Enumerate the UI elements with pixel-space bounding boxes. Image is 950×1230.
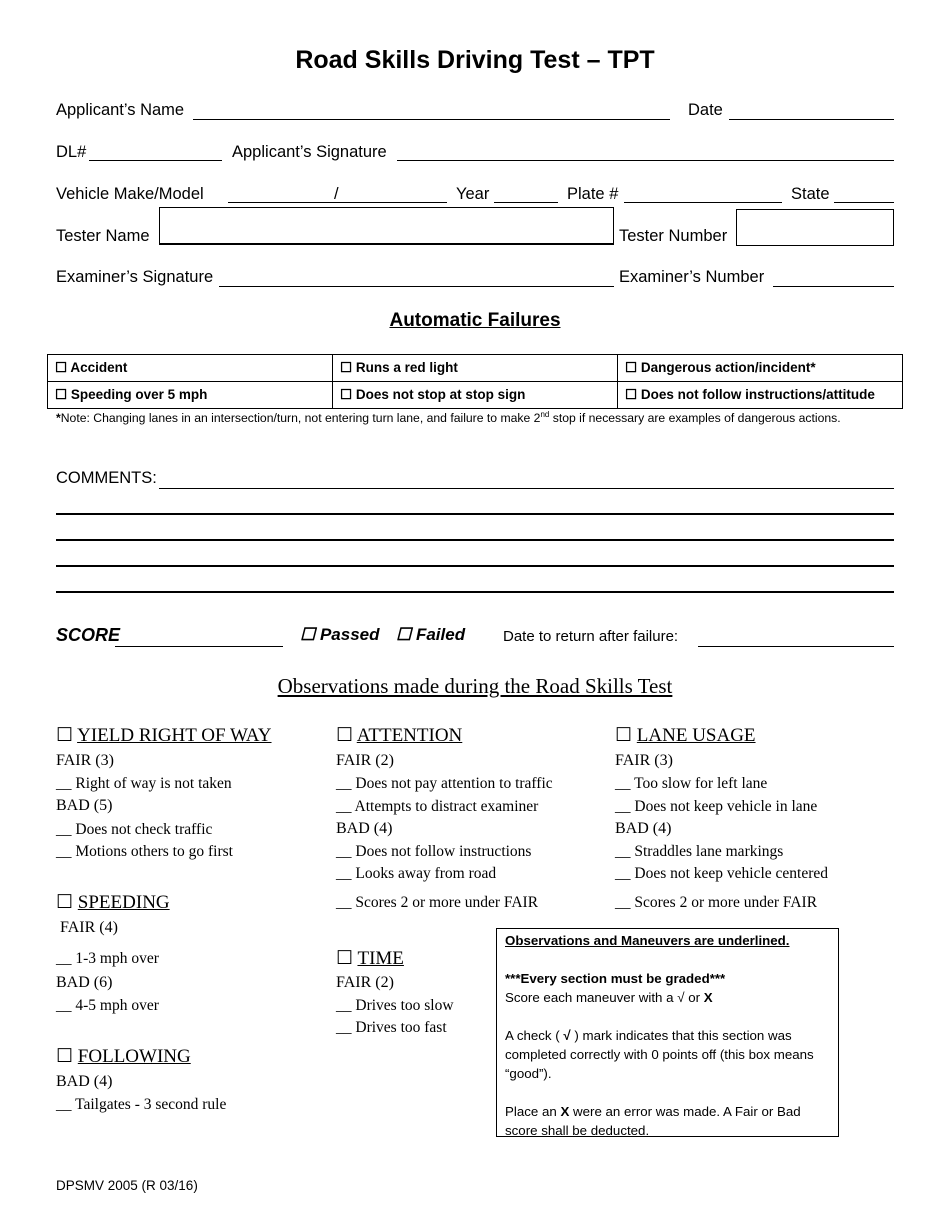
list-item[interactable]: __ Drives too slow [336, 997, 454, 1014]
comments-line-1[interactable] [159, 488, 894, 489]
failed-checkbox[interactable]: ☐ Failed [396, 625, 466, 644]
dl-label: DL# [56, 143, 87, 161]
table-row [48, 382, 903, 409]
lane-fair-label: FAIR (3) [615, 752, 673, 769]
year-field[interactable] [494, 202, 558, 203]
dangerous-actions-note [56, 410, 841, 425]
note-star: * [56, 411, 61, 426]
time-checkbox[interactable]: ☐ [336, 948, 354, 969]
date-field[interactable] [729, 119, 894, 120]
speeding-section-title [56, 891, 170, 914]
legend-check-paragraph [505, 1026, 830, 1083]
applicant-name-label: Applicant’s Name [56, 101, 185, 119]
legend-heading: Observations and Maneuvers are underlined. [505, 933, 790, 948]
applicant-name-field[interactable] [193, 119, 670, 120]
state-field[interactable] [834, 202, 894, 203]
x-mark-icon: X [560, 1104, 570, 1119]
list-item[interactable]: __ Does not keep vehicle centered [615, 865, 829, 882]
yield-checkbox[interactable]: ☐ [56, 725, 74, 746]
attention-title-text: ATTENTION [356, 725, 463, 746]
automatic-failures-title: Automatic Failures [389, 310, 561, 331]
passed-checkbox[interactable]: ☐ Passed [300, 625, 380, 644]
check-mark-icon: √ [563, 1028, 571, 1043]
page-title: Road Skills Driving Test – TPT [295, 46, 655, 74]
score-label: SCORE [56, 625, 121, 645]
legend-place-a: Place an [505, 1104, 561, 1119]
comments-line-2[interactable] [56, 513, 894, 515]
failure-instructions[interactable]: ☐ Does not follow instructions/attitude [618, 382, 903, 409]
examiner-signature-field[interactable] [219, 286, 614, 287]
observations-title: Observations made during the Road Skills Test [277, 674, 673, 698]
attention-section-title [336, 724, 462, 747]
lane-title-text: LANE USAGE [636, 725, 756, 746]
lane-section-title [615, 724, 756, 747]
list-item[interactable]: __ Straddles lane markings [615, 843, 784, 860]
speeding-bad-label: BAD (6) [56, 974, 113, 991]
failure-accident[interactable]: ☐ Accident [48, 355, 333, 382]
legend-graded: ***Every section must be graded*** [505, 971, 726, 986]
lane-bad-label: BAD (4) [615, 820, 672, 837]
make-model-separator: / [334, 185, 339, 203]
plate-label: Plate # [567, 185, 619, 203]
examiner-number-field[interactable] [773, 286, 894, 287]
legend-place-b: were an error was made. A Fair or Bad score shall be deducted. [505, 1104, 801, 1138]
following-title-text: FOLLOWING [77, 1046, 191, 1067]
list-item[interactable]: __ Does not check traffic [56, 821, 213, 838]
list-item[interactable]: __ Drives too fast [336, 1019, 447, 1036]
following-checkbox[interactable]: ☐ [56, 1046, 74, 1067]
speeding-checkbox[interactable]: ☐ [56, 892, 74, 913]
list-item[interactable]: __ Does not pay attention to traffic [336, 775, 553, 792]
x-mark-icon: X [703, 990, 713, 1005]
yield-section-title [56, 724, 272, 747]
dl-field[interactable] [89, 160, 222, 161]
attention-checkbox[interactable]: ☐ [336, 725, 354, 746]
list-item[interactable]: __ Scores 2 or more under FAIR [336, 894, 539, 911]
automatic-failures-table [47, 354, 903, 409]
applicant-signature-field[interactable] [397, 160, 894, 161]
return-date-field[interactable] [698, 646, 894, 647]
table-row [48, 355, 903, 382]
speeding-title-text: SPEEDING [77, 892, 170, 913]
examiner-number-label: Examiner’s Number [619, 268, 765, 286]
note-text-a: Note: Changing lanes in an intersection/turn, not entering turn lane, and failure to make 2 [60, 411, 541, 426]
failure-dangerous-action[interactable]: ☐ Dangerous action/incident* [618, 355, 903, 382]
comments-label: COMMENTS: [56, 469, 157, 487]
year-label: Year [456, 185, 490, 203]
failure-speeding[interactable]: ☐ Speeding over 5 mph [48, 382, 333, 409]
following-section-title [56, 1045, 191, 1068]
time-title-text: TIME [357, 948, 404, 969]
list-item[interactable]: __ Looks away from road [336, 865, 497, 882]
failure-red-light[interactable]: ☐ Runs a red light [333, 355, 618, 382]
list-item[interactable]: __ Does not follow instructions [336, 843, 532, 860]
list-item[interactable]: __ Too slow for left lane [615, 775, 768, 792]
plate-field[interactable] [624, 202, 782, 203]
following-bad-label: BAD (4) [56, 1073, 113, 1090]
speeding-fair-label: FAIR (4) [60, 919, 118, 936]
yield-fair-label: FAIR (3) [56, 752, 114, 769]
vehicle-make-model-label: Vehicle Make/Model [56, 185, 204, 203]
note-text-b: stop if necessary are examples of dangerous actions. [549, 411, 841, 426]
score-field[interactable] [115, 646, 283, 647]
comments-line-5[interactable] [56, 591, 894, 593]
yield-title-text: YIELD RIGHT OF WAY [77, 725, 272, 746]
lane-checkbox[interactable]: ☐ [615, 725, 633, 746]
legend-check-a: A check ( [505, 1028, 564, 1043]
attention-fair-label: FAIR (2) [336, 752, 394, 769]
list-item[interactable]: __ Right of way is not taken [56, 775, 232, 792]
list-item[interactable]: __ 1-3 mph over [56, 950, 159, 967]
grading-legend-box [496, 928, 839, 1137]
legend-check-b: ) mark indicates that this section was completed correctly with 0 points off (this box means “good”). [505, 1028, 814, 1081]
time-section-title [336, 947, 404, 970]
note-superscript: nd [540, 410, 550, 419]
list-item[interactable]: __ Does not keep vehicle in lane [615, 798, 818, 815]
legend-score-line [505, 988, 830, 1007]
time-fair-label: FAIR (2) [336, 974, 394, 991]
date-label: Date [688, 101, 723, 119]
tester-number-label: Tester Number [619, 227, 728, 245]
attention-bad-label: BAD (4) [336, 820, 393, 837]
comments-line-3[interactable] [56, 539, 894, 541]
applicant-signature-label: Applicant’s Signature [232, 143, 387, 161]
state-label: State [791, 185, 830, 203]
list-item[interactable]: __ Attempts to distract examiner [336, 798, 539, 815]
failure-stop-sign[interactable]: ☐ Does not stop at stop sign [333, 382, 618, 409]
legend-score-or: or [684, 990, 704, 1005]
legend-score-a: Score each maneuver with a [505, 990, 678, 1005]
return-date-label: Date to return after failure: [503, 628, 679, 645]
tester-name-field[interactable] [159, 207, 614, 245]
form-footer: DPSMV 2005 (R 03/16) [56, 1178, 198, 1193]
legend-place-paragraph [505, 1102, 830, 1140]
list-item[interactable]: __ Motions others to go first [56, 843, 233, 860]
examiner-signature-label: Examiner’s Signature [56, 268, 214, 286]
list-item[interactable]: __ 4-5 mph over [56, 997, 159, 1014]
list-item[interactable]: __ Scores 2 or more under FAIR [615, 894, 818, 911]
yield-bad-label: BAD (5) [56, 797, 113, 814]
comments-line-4[interactable] [56, 565, 894, 567]
check-mark-icon: √ [677, 990, 685, 1005]
tester-number-field[interactable] [736, 209, 894, 246]
list-item[interactable]: __ Tailgates - 3 second rule [56, 1096, 227, 1113]
tester-name-label: Tester Name [56, 227, 150, 245]
